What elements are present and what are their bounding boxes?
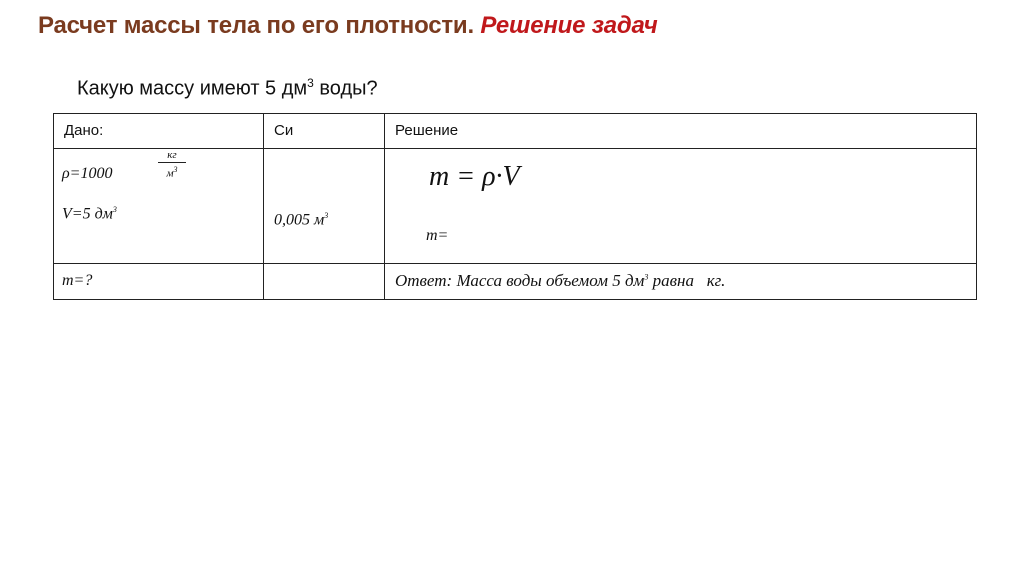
given-cell — [54, 149, 264, 264]
table-header-row — [54, 114, 977, 149]
question-exponent: 3 — [307, 76, 314, 90]
problem-question — [77, 76, 378, 101]
header-si: Си — [274, 122, 294, 139]
solution-table — [53, 113, 977, 300]
table-row — [54, 149, 977, 264]
title-accent: Решение задач — [480, 12, 658, 39]
si-cell — [264, 149, 385, 264]
density-unit-numerator: кг — [158, 149, 186, 163]
mass-equals: m= — [426, 227, 449, 244]
header-solution-cell — [385, 114, 977, 149]
density-formula: m = ρ·V — [429, 161, 520, 192]
question-text: Какую массу имеют 5 дм — [77, 77, 308, 100]
question-tail: воды? — [313, 77, 378, 100]
title-main: Расчет массы тела по его плотности. — [38, 12, 474, 39]
si-volume: 0,005 $м^3$ — [274, 211, 329, 229]
density-unit-denominator: $м^3$ — [166, 165, 178, 180]
answer-text: Ответ: Масса воды объемом 5 $дм^3$ равна кг. — [395, 271, 726, 290]
solution-cell — [385, 149, 977, 264]
answer-cell — [385, 264, 977, 300]
header-given-cell — [54, 114, 264, 149]
slide-title — [38, 12, 658, 40]
table-row — [54, 264, 977, 300]
unknown-mass: m=? — [62, 272, 93, 289]
given-volume: V=5 $дм^3$ — [62, 205, 117, 223]
empty-si-cell — [264, 264, 385, 300]
header-solution: Решение — [395, 122, 459, 139]
header-given: Дано: — [64, 122, 104, 139]
unknown-cell — [54, 264, 264, 300]
header-si-cell — [264, 114, 385, 149]
given-density: ρ=1000 — [62, 165, 113, 182]
density-unit-fraction — [158, 149, 186, 180]
